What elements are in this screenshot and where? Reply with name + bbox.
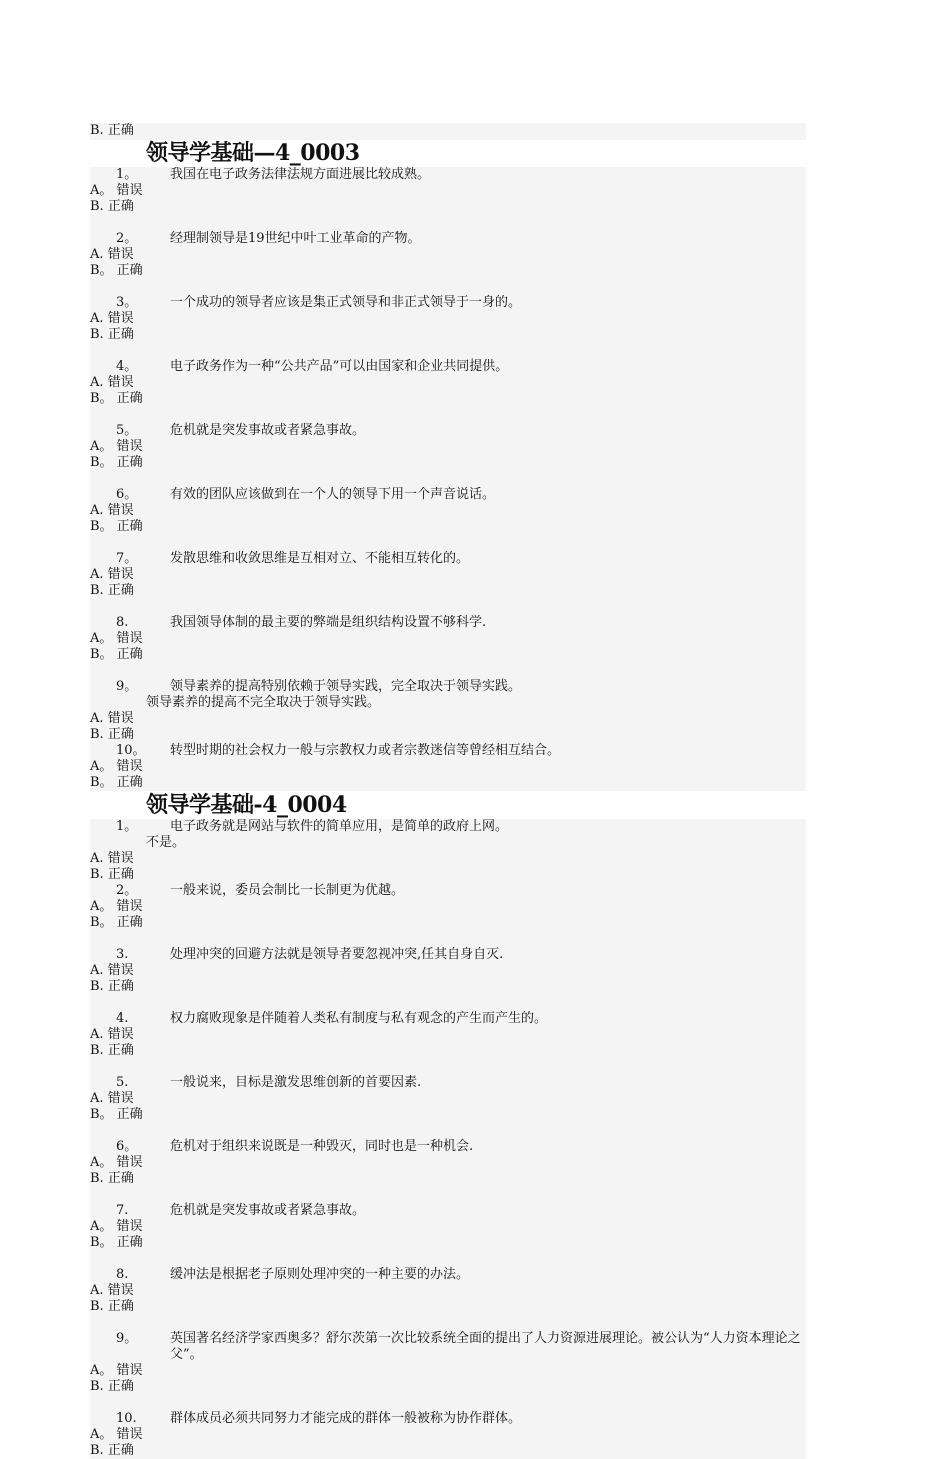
option-false: A. 错误 [90,311,134,326]
option-true: B. 正确 [90,1043,134,1058]
question-gap [90,279,806,295]
question-item [90,1011,806,1059]
question-line [90,679,806,695]
question-item [90,679,806,743]
question-number: 9。 [116,1331,138,1346]
option-true: B。 正确 [90,519,143,534]
question-item [90,167,806,215]
sections-container [90,139,806,1459]
question-number: 1。 [116,167,138,182]
question-text: 英国著名经济学家西奥多？舒尔茨第一次比较系统全面的提出了人力资源进展理论。被公认为“人力资本理论之父”。 [170,1331,801,1362]
question-line [90,423,806,439]
question-text: 一般来说，委员会制比一长制更为优越。 [170,883,405,898]
question-line [90,295,806,311]
option-false: A. 错误 [90,567,134,582]
question-number: 2。 [116,883,138,898]
question-line [90,947,806,963]
question-item [90,883,806,931]
question-item [90,551,806,599]
option-true: B. 正确 [90,199,134,214]
option-true: B。 正确 [90,775,143,790]
question-number: 9。 [116,679,138,694]
question-item [90,1203,806,1251]
question-item [90,819,806,883]
section-title: 领导学基础—4_0003 [146,140,360,166]
question-text: 转型时期的社会权力一般与宗教权力或者宗教迷信等曾经相互结合。 [170,743,561,758]
question-text: 一个成功的领导者应该是集正式领导和非正式领导于一身的。 [170,295,522,310]
question-text: 领导素养的提高特别依赖于领导实践，完全取决于领导实践。 [170,679,522,694]
question-line [90,359,806,375]
option-true: B。 正确 [90,455,143,470]
option-true: B. 正确 [90,979,134,994]
question-line [90,1011,806,1027]
question-line [90,1075,806,1091]
question-gap [90,1315,806,1331]
question-number: 3. [116,947,129,962]
exam-section [90,791,806,1459]
question-item [90,231,806,279]
question-item [90,1331,806,1395]
question-gap [90,471,806,487]
question-text: 危机就是突发事故或者紧急事故。 [170,1203,366,1218]
exam-section [90,139,806,791]
question-number: 3。 [116,295,138,310]
option-true: B. 正确 [90,327,134,342]
question-text: 我国在电子政务法律法规方面进展比较成熟。 [170,167,431,182]
question-text: 缓冲法是根据老子原则处理冲突的一种主要的办法。 [170,1267,470,1282]
option-true: B。 正确 [90,647,143,662]
question-gap [90,215,806,231]
section-title: 领导学基础-4_0004 [146,792,347,818]
option-true: B。 正确 [90,1107,143,1122]
question-number: 7. [116,1203,129,1218]
option-false: A。 错误 [90,439,143,454]
option-false: A。 错误 [90,899,143,914]
question-item [90,1267,806,1315]
question-line [90,743,806,759]
question-gap [90,1395,806,1411]
option-false: A。 错误 [90,1219,143,1234]
question-number: 2。 [116,231,138,246]
question-line [90,883,806,899]
question-text: 有效的团队应该做到在一个人的领导下用一个声音说话。 [170,487,496,502]
question-number: 5。 [116,423,138,438]
question-gap [90,1251,806,1267]
question-item [90,295,806,343]
option-true: B。 正确 [90,263,143,278]
question-gap [90,1059,806,1075]
question-text: 经理制领导是19世纪中叶工业革命的产物。 [170,231,421,246]
question-gap [90,1187,806,1203]
option-true: B。 正确 [90,1235,143,1250]
question-line [90,615,806,631]
option-false: A。 错误 [90,631,143,646]
question-list [90,167,806,791]
option-true: B. 正确 [90,867,134,882]
question-item [90,947,806,995]
question-item [90,1075,806,1123]
option-false: A. 错误 [90,711,134,726]
option-true: B. 正确 [90,1171,134,1186]
option-true: B. 正确 [90,1379,134,1394]
option-false: A. 错误 [90,963,134,978]
option-true: B。 正确 [90,915,143,930]
question-number: 4。 [116,359,138,374]
question-line [90,1139,806,1155]
question-gap [90,663,806,679]
question-list [90,819,806,1459]
question-number: 1。 [116,819,138,834]
question-item [90,359,806,407]
question-line [90,1203,806,1219]
question-line [90,819,806,835]
question-gap [90,535,806,551]
question-gap [90,407,806,423]
question-number: 5. [116,1075,129,1090]
question-gap [90,343,806,359]
option-false: A. 错误 [90,247,134,262]
question-line [90,231,806,247]
document-body [90,123,806,1459]
option-false: A. 错误 [90,1027,134,1042]
question-number: 8. [116,615,129,630]
question-text: 权力腐败现象是伴随着人类私有制度与私有观念的产生而产生的。 [170,1011,548,1026]
question-gap [90,599,806,615]
question-line [90,551,806,567]
question-item [90,1139,806,1187]
option-true: B. 正确 [90,727,134,742]
option-true: B. 正确 [90,1299,134,1314]
option-false: A. 错误 [90,1091,134,1106]
question-item [90,423,806,471]
question-note: 不是。 [146,835,186,850]
question-line [90,1331,806,1363]
question-line [90,167,806,183]
option-true: B. 正确 [90,583,134,598]
option-false: A. 错误 [90,1283,134,1298]
question-line [90,1411,806,1427]
question-note: 领导素养的提高不完全取决于领导实践。 [146,695,381,710]
option-false: A。 错误 [90,1155,143,1170]
question-number: 8. [116,1267,129,1282]
option-false: A. 错误 [90,375,134,390]
option-true: B. 正确 [90,1443,134,1458]
option-false: A。 错误 [90,759,143,774]
question-item [90,487,806,535]
question-text: 危机对于组织来说既是一种毁灭，同时也是一种机会. [170,1139,474,1154]
question-number: 10。 [116,743,146,758]
question-text: 电子政务作为一种“公共产品”可以由国家和企业共同提供。 [170,359,509,374]
option-false: A。 错误 [90,1363,143,1378]
question-number: 6。 [116,487,138,502]
option-false: A。 错误 [90,183,143,198]
question-text: 发散思维和收敛思维是互相对立、不能相互转化的。 [170,551,470,566]
question-item [90,743,806,791]
option-false: A. 错误 [90,503,134,518]
question-gap [90,995,806,1011]
question-number: 6。 [116,1139,138,1154]
question-text: 一般说来，目标是激发思维创新的首要因素. [170,1075,422,1090]
question-gap [90,1123,806,1139]
question-number: 7。 [116,551,138,566]
question-gap [90,931,806,947]
option-false: A。 错误 [90,1427,143,1442]
option-false: A. 错误 [90,851,134,866]
question-item [90,1411,806,1459]
question-text: 危机就是突发事故或者紧急事故。 [170,423,366,438]
question-text: 我国领导体制的最主要的弊端是组织结构设置不够科学. [170,615,487,630]
question-item [90,615,806,663]
question-text: 处理冲突的回避方法就是领导者要忽视冲突,任其自身自灭. [170,947,504,962]
question-line [90,1267,806,1283]
leading-option: B. 正确 [90,123,134,138]
question-number: 10. [116,1411,137,1426]
question-text: 电子政务就是网站与软件的简单应用，是简单的政府上网。 [170,819,509,834]
question-text: 群体成员必须共同努力才能完成的群体一般被称为协作群体。 [170,1411,522,1426]
option-true: B。 正确 [90,391,143,406]
question-line [90,487,806,503]
question-number: 4. [116,1011,129,1026]
